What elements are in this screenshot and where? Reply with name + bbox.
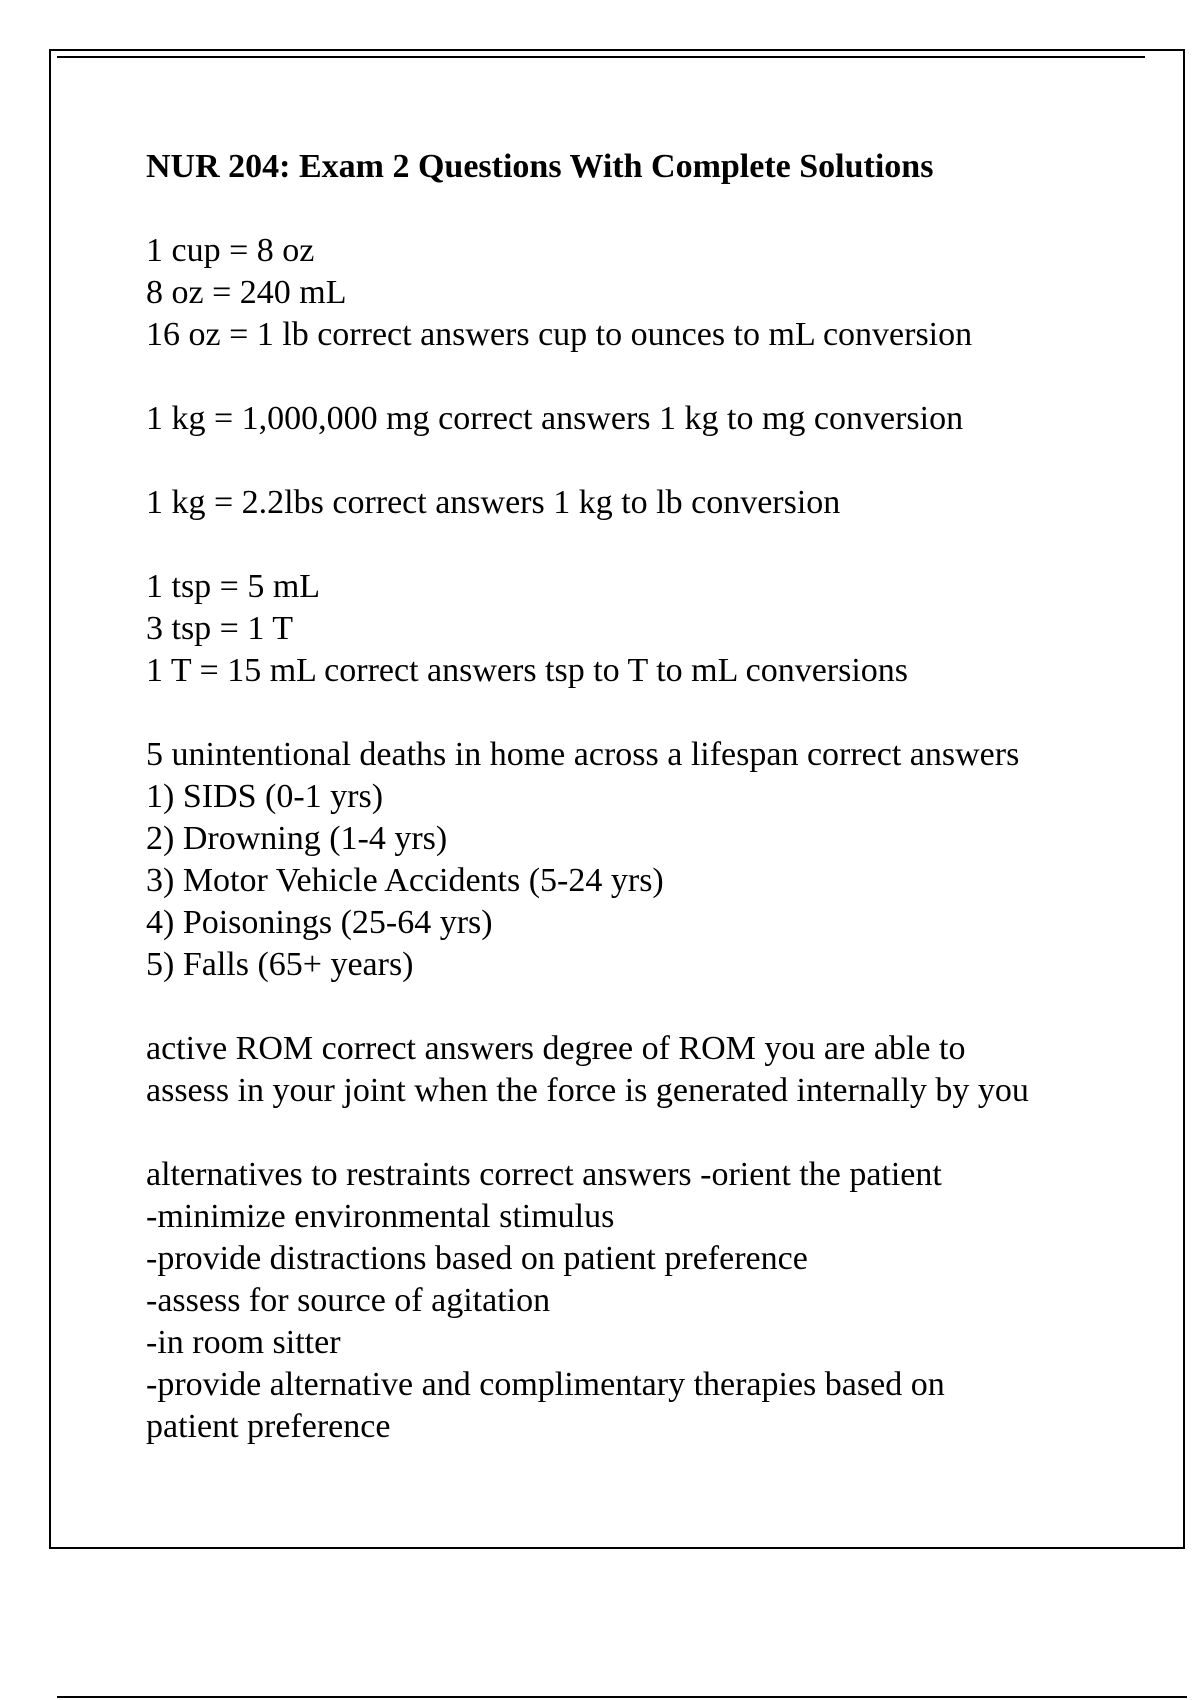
document-body: [146, 146, 1146, 1490]
list-item: 3) Motor Vehicle Accidents (5-24 yrs): [146, 862, 664, 899]
text-line: assess in your joint when the force is generated internally by you: [146, 1072, 1029, 1109]
text-line: 5 unintentional deaths in home across a lifespan correct answers: [146, 736, 1020, 773]
text-line: 1 cup = 8 oz: [146, 232, 315, 269]
text-line: patient preference: [146, 1408, 391, 1445]
text-line: 3 tsp = 1 T: [146, 610, 294, 647]
document-title: NUR 204: Exam 2 Questions With Complete Solutions: [146, 148, 934, 185]
list-item: 2) Drowning (1-4 yrs): [146, 820, 448, 857]
header-rule: [57, 56, 1145, 58]
list-item: 1) SIDS (0-1 yrs): [146, 778, 384, 815]
qa-block-active-rom: [146, 1028, 1146, 1112]
list-item: -in room sitter: [146, 1324, 341, 1361]
text-line: 1 T = 15 mL correct answers tsp to T to mL conversions: [146, 652, 909, 689]
qa-block-kg-mg-conversion: [146, 398, 1146, 440]
qa-block-cup-conversion: [146, 230, 1146, 356]
list-item: -minimize environmental stimulus: [146, 1198, 615, 1235]
list-item: 4) Poisonings (25-64 yrs): [146, 904, 493, 941]
text-line: 1 kg = 1,000,000 mg correct answers 1 kg to mg conversion: [146, 400, 964, 437]
list-item: 5) Falls (65+ years): [146, 946, 414, 983]
text-line: 16 oz = 1 lb correct answers cup to ounces to mL conversion: [146, 316, 973, 353]
qa-block-kg-lb-conversion: [146, 482, 1146, 524]
text-line: 8 oz = 240 mL: [146, 274, 347, 311]
list-item: -provide alternative and complimentary therapies based on: [146, 1366, 945, 1403]
text-line: 1 kg = 2.2lbs correct answers 1 kg to lb conversion: [146, 484, 841, 521]
qa-block-tsp-conversion: [146, 566, 1146, 692]
text-line: 1 tsp = 5 mL: [146, 568, 321, 605]
list-item: -assess for source of agitation: [146, 1282, 551, 1319]
qa-block-restraint-alternatives: [146, 1154, 1146, 1448]
text-line: alternatives to restraints correct answers -orient the patient: [146, 1156, 942, 1193]
text-line: active ROM correct answers degree of ROM you are able to: [146, 1030, 966, 1067]
list-item: -provide distractions based on patient preference: [146, 1240, 808, 1277]
qa-block-unintentional-deaths: [146, 734, 1146, 986]
footer-rule: [57, 1696, 1187, 1698]
